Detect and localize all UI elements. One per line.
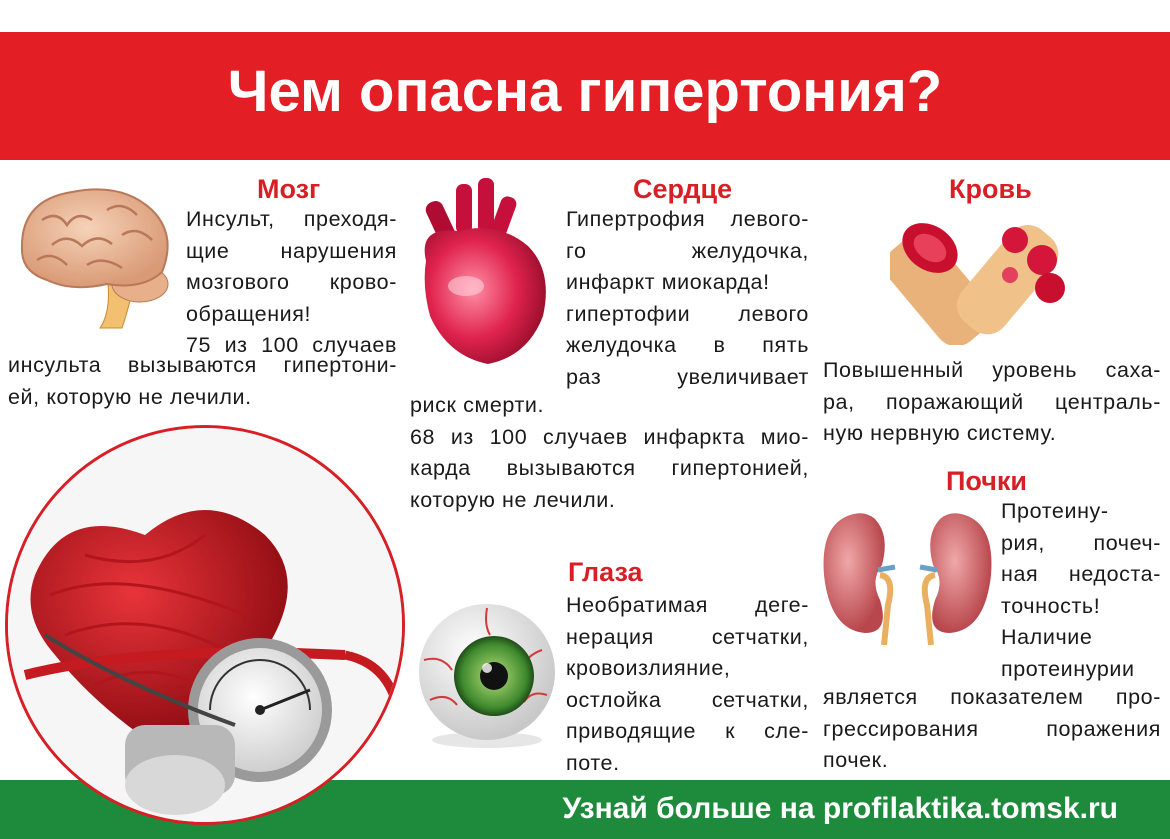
text-line: Гипертрофия левого- [566,207,809,231]
heart-heading: Сердце [633,174,733,204]
text-line: обращения! [186,301,312,326]
kidneys-heading: Почки [946,466,1028,496]
text-line: приводящие к сле- [566,719,809,743]
tonometer-illustration [5,425,405,825]
text-line: ную нервную систему. [823,421,1057,445]
heart-illustration [408,176,558,366]
kidneys-text-top [1001,496,1161,685]
text-line: 68 из 100 случаев инфаркта мио- [410,424,809,449]
brain-text-top [186,204,397,362]
text-line: Инсульт, преходя- [186,207,397,231]
text-line: ей, которую не лечили. [8,384,252,409]
text-line: риск смерти. [410,393,545,417]
text-line: которую не лечили. [410,487,616,512]
text-line: 75 из 100 случаев [186,333,397,357]
text-line: го желудочка, [566,238,809,263]
brain-text-bottom [8,350,397,413]
blood-vessel-illustration [890,210,1080,345]
heart-text-bottom [410,390,809,516]
text-line: Необратимая деге- [566,593,809,617]
text-line: Протеину- [1001,499,1109,523]
eyes-text [566,590,809,779]
text-line: мозгового крово- [186,270,397,294]
text-line: Наличие [1001,625,1093,649]
text-line: точность! [1001,593,1101,618]
text-line: почек. [823,748,889,772]
text-line: кровоизлияние, [566,656,731,680]
text-line: Повышенный уровень саха- [823,358,1161,382]
eye-illustration [412,600,562,750]
text-line: желудочка в пять [566,333,809,357]
text-line: остлойка сетчатки, [566,687,809,712]
heart-text-top [566,204,809,393]
footer-link-text[interactable]: Узнай больше на profilaktika.tomsk.ru [562,792,1118,825]
eyes-heading: Глаза [568,557,643,587]
text-line: раз увеличивает [566,364,809,389]
text-line: карда вызываются гипертонией, [410,456,809,480]
text-line: инфаркт миокарда! [566,270,770,294]
text-line: ра, поражающий централь- [823,389,1161,414]
blood-text [823,355,1161,450]
text-line: ная недоста- [1001,562,1161,586]
text-line: рия, почеч- [1001,530,1161,555]
text-line: щие нарушения [186,238,397,263]
text-line: нерация сетчатки, [566,624,809,649]
text-line: гипертофии левого [566,301,809,326]
blood-heading: Кровь [949,174,1032,204]
text-line: грессирования поражения [823,716,1161,741]
text-line: протеинурии [1001,656,1135,681]
text-line: инсульта вызываются гипертони- [8,353,397,377]
brain-heading: Мозг [257,174,321,204]
kidneys-text-bottom [823,682,1161,777]
text-line: поте. [566,750,620,775]
page-title: Чем опасна гипертония? [227,59,943,124]
yarn-heart-tonometer-photo [5,425,405,825]
text-line: является показателем про- [823,685,1161,709]
kidneys-illustration [820,505,995,645]
brain-illustration [12,180,180,330]
